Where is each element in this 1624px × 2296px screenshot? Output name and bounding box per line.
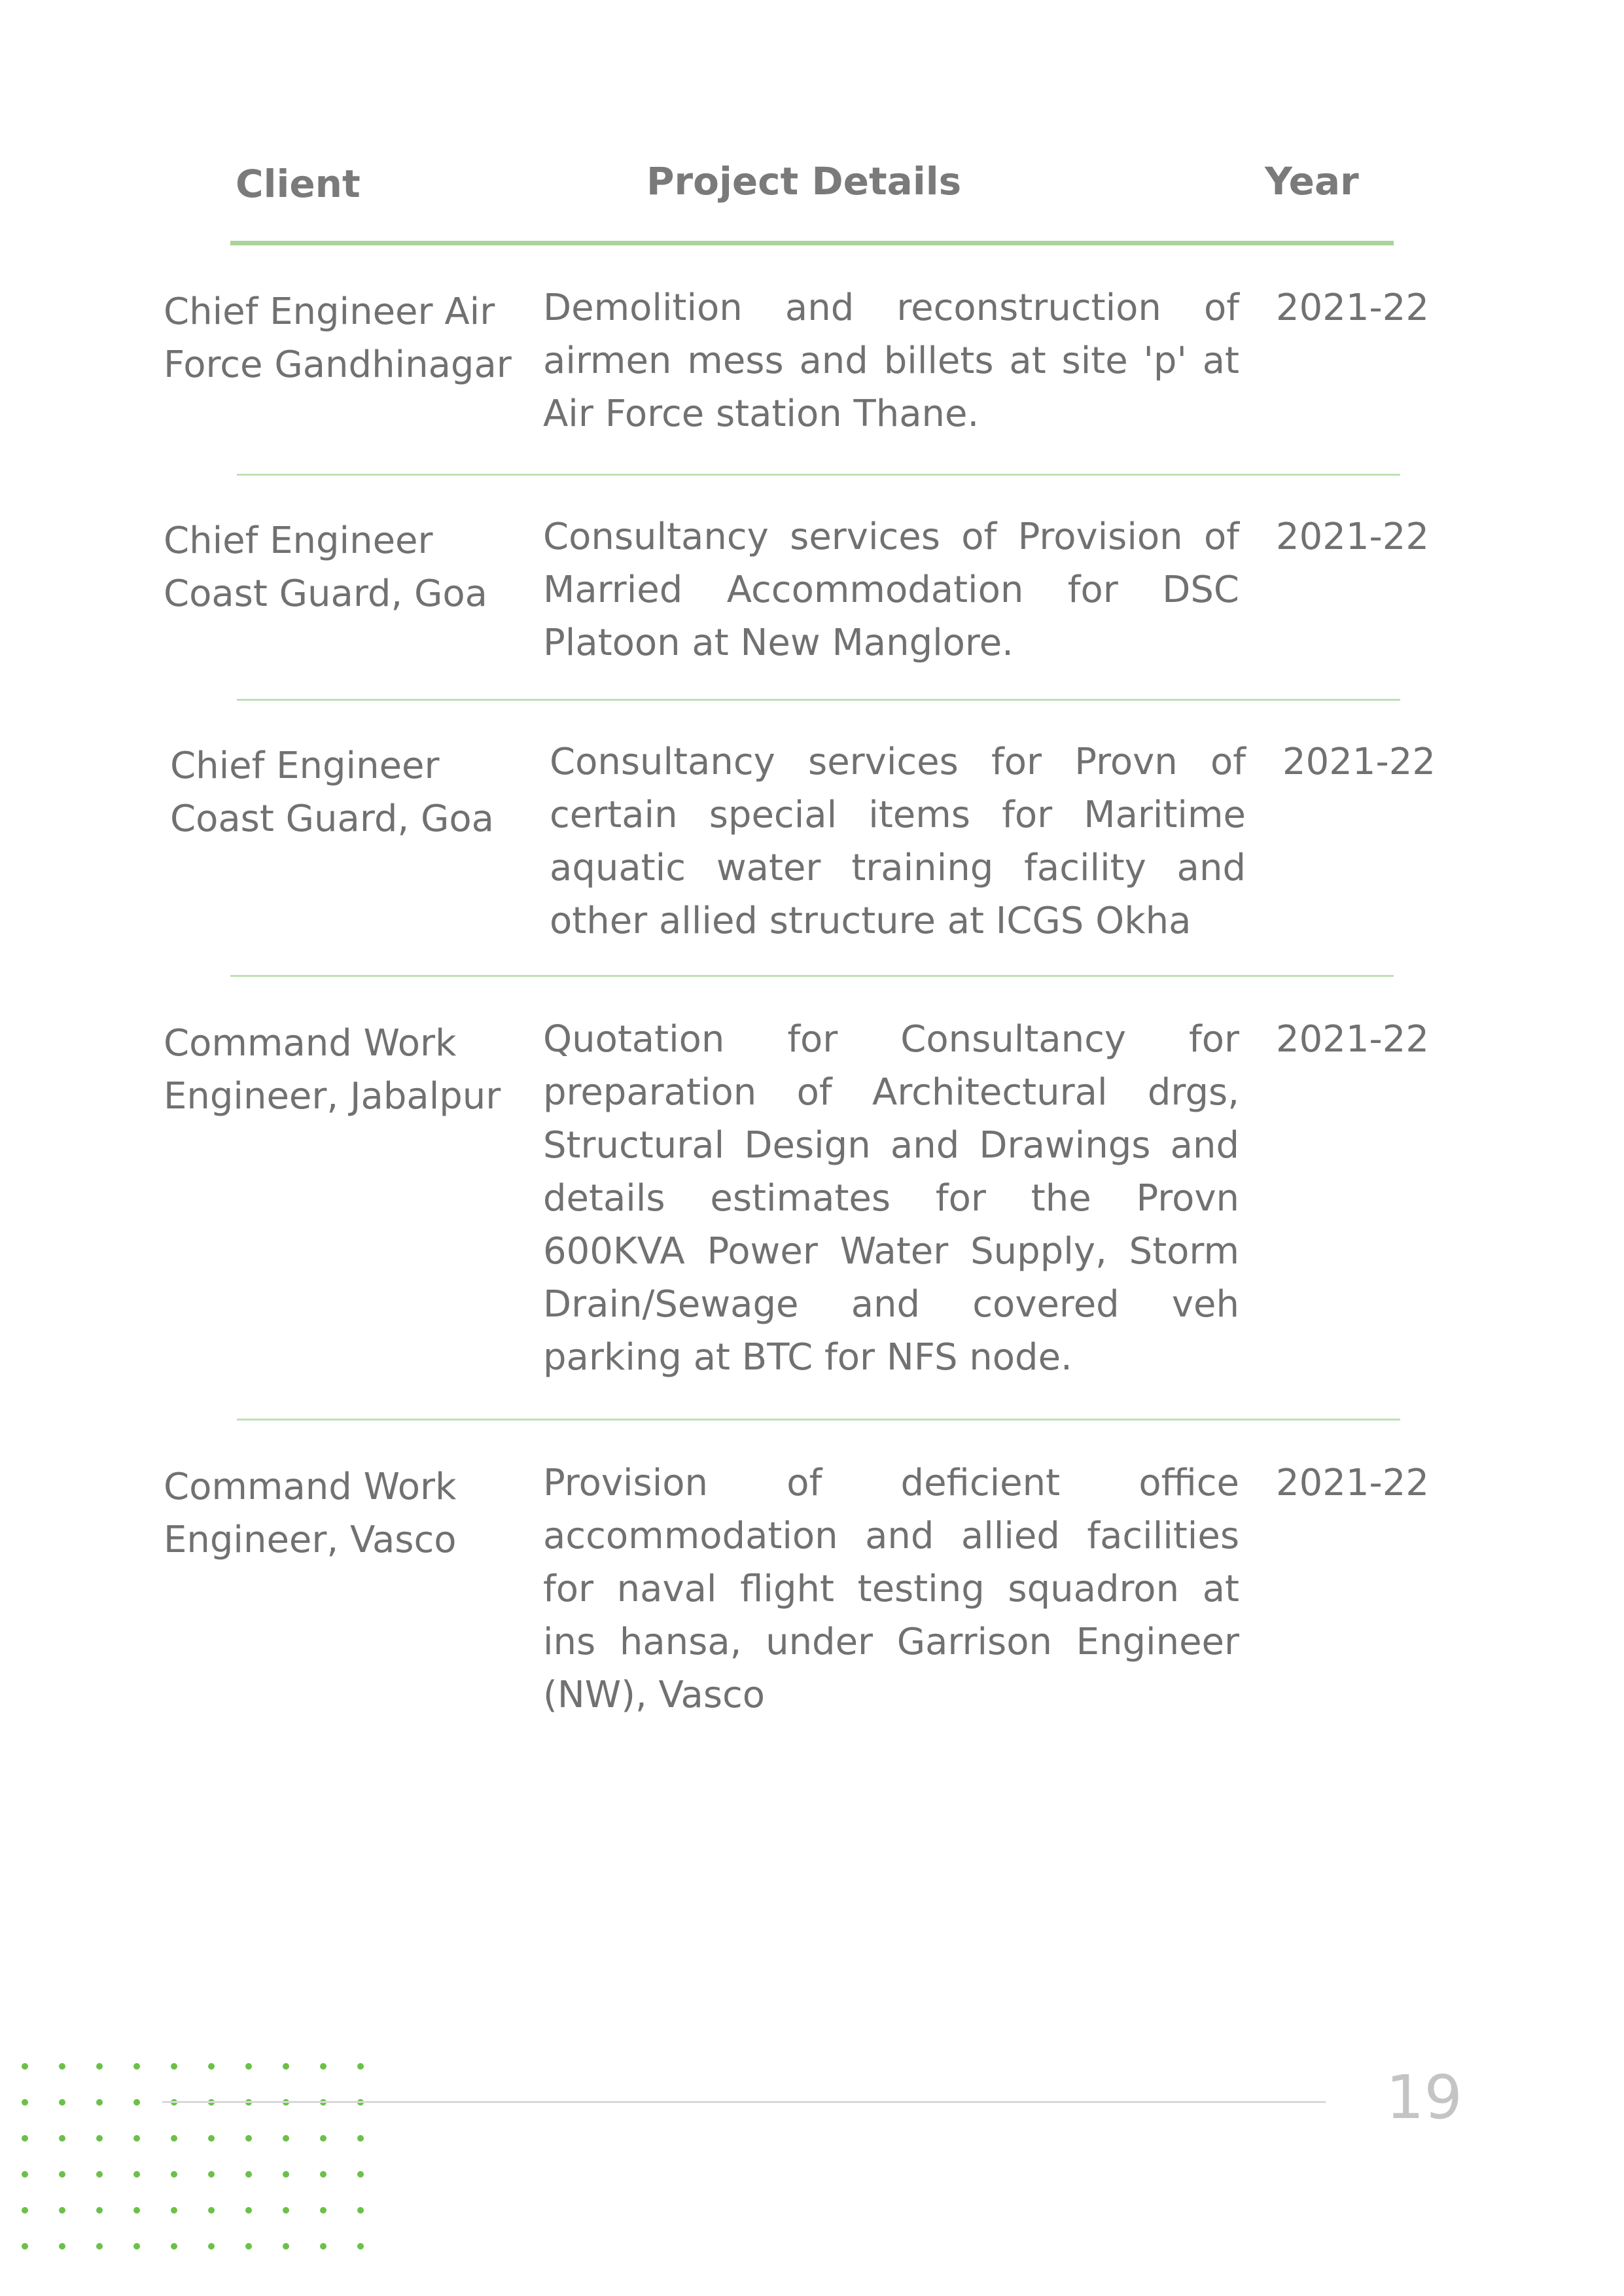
decoration-dot	[320, 2171, 327, 2178]
decoration-dot	[96, 2099, 103, 2106]
decoration-dot	[245, 2171, 252, 2178]
decoration-dot	[133, 2171, 140, 2178]
decoration-dot	[283, 2171, 289, 2178]
decoration-dot	[245, 2243, 252, 2250]
decoration-dot	[245, 2207, 252, 2214]
decoration-dot	[133, 2063, 140, 2070]
row-3-client: Chief Engineer Coast Guard, Goa	[170, 745, 494, 840]
row-divider	[237, 474, 1400, 476]
decoration-dot	[245, 2135, 252, 2142]
row-1-client: Chief Engineer Air Force Gandhinagar	[164, 291, 512, 386]
decoration-dot	[171, 2207, 177, 2214]
decoration-dot	[96, 2063, 103, 2070]
row-4-details: Quotation for Consultancy for preparation of Architectural drgs, Structural Design and Drawings and details estimates for the Provn 600KVA Power Water Supply, Storm Drain/Sewage and covered veh parking at BTC for NFS node.	[543, 1018, 1239, 1379]
row-3-details: Consultancy services for Provn of certain special items for Maritime aquatic water training facility and other allied structure at ICGS Okha	[550, 741, 1246, 942]
decoration-dot	[283, 2243, 289, 2250]
decoration-dot	[357, 2063, 364, 2070]
column-header-client: Client	[236, 162, 361, 206]
decoration-dot	[208, 2207, 215, 2214]
dot-grid-decoration	[20, 2061, 373, 2257]
column-header-project-details: Project Details	[646, 159, 962, 203]
decoration-dot	[208, 2063, 215, 2070]
row-1-year: 2021-22	[1276, 287, 1429, 329]
decoration-dot	[96, 2135, 103, 2142]
row-4-client: Command Work Engineer, Jabalpur	[164, 1022, 501, 1118]
decoration-dot	[59, 2243, 65, 2250]
decoration-dot	[357, 2135, 364, 2142]
decoration-dot	[320, 2243, 327, 2250]
decoration-dot	[59, 2171, 65, 2178]
row-4-year: 2021-22	[1276, 1018, 1429, 1061]
row-divider	[230, 975, 1394, 977]
decoration-dot	[22, 2063, 28, 2070]
decoration-dot	[171, 2063, 177, 2070]
decoration-dot	[96, 2207, 103, 2214]
row-divider	[237, 1419, 1400, 1421]
row-5-year: 2021-22	[1276, 1462, 1429, 1504]
decoration-dot	[171, 2171, 177, 2178]
row-5-details: Provision of deficient office accommodation and allied facilities for naval flight testing squadron at ins hansa, under Garrison Engineer (NW), Vasco	[543, 1462, 1239, 1716]
decoration-dot	[283, 2063, 289, 2070]
decoration-dot	[320, 2135, 327, 2142]
decoration-dot	[22, 2207, 28, 2214]
row-5-client: Command Work Engineer, Vasco	[164, 1466, 457, 1561]
decoration-dot	[320, 2063, 327, 2070]
decoration-dot	[133, 2207, 140, 2214]
row-2-details: Consultancy services of Provision of Married Accommodation for DSC Platoon at New Manglore.	[543, 516, 1239, 664]
decoration-dot	[283, 2207, 289, 2214]
decoration-dot	[320, 2207, 327, 2214]
row-2-year: 2021-22	[1276, 516, 1429, 558]
decoration-dot	[96, 2171, 103, 2178]
page-number: 19	[1386, 2062, 1463, 2132]
decoration-dot	[357, 2171, 364, 2178]
decoration-dot	[133, 2243, 140, 2250]
decoration-dot	[208, 2135, 215, 2142]
header-divider	[230, 241, 1394, 245]
decoration-dot	[208, 2171, 215, 2178]
row-1-details: Demolition and reconstruction of airmen mess and billets at site 'p' at Air Force station Thane.	[543, 287, 1239, 435]
decoration-dot	[283, 2135, 289, 2142]
decoration-dot	[245, 2063, 252, 2070]
decoration-dot	[357, 2243, 364, 2250]
decoration-dot	[22, 2135, 28, 2142]
column-header-year: Year	[1265, 159, 1359, 203]
row-divider	[237, 699, 1400, 701]
decoration-dot	[133, 2135, 140, 2142]
decoration-dot	[171, 2135, 177, 2142]
decoration-dot	[96, 2243, 103, 2250]
decoration-dot	[59, 2099, 65, 2106]
decoration-dot	[59, 2063, 65, 2070]
decoration-dot	[59, 2135, 65, 2142]
decoration-dot	[22, 2243, 28, 2250]
decoration-dot	[357, 2207, 364, 2214]
decoration-dot	[22, 2171, 28, 2178]
decoration-dot	[133, 2099, 140, 2106]
footer-rule	[162, 2101, 1326, 2103]
row-2-client: Chief Engineer Coast Guard, Goa	[164, 520, 487, 615]
decoration-dot	[59, 2207, 65, 2214]
decoration-dot	[171, 2243, 177, 2250]
row-3-year: 2021-22	[1282, 741, 1436, 783]
decoration-dot	[208, 2243, 215, 2250]
decoration-dot	[22, 2099, 28, 2106]
